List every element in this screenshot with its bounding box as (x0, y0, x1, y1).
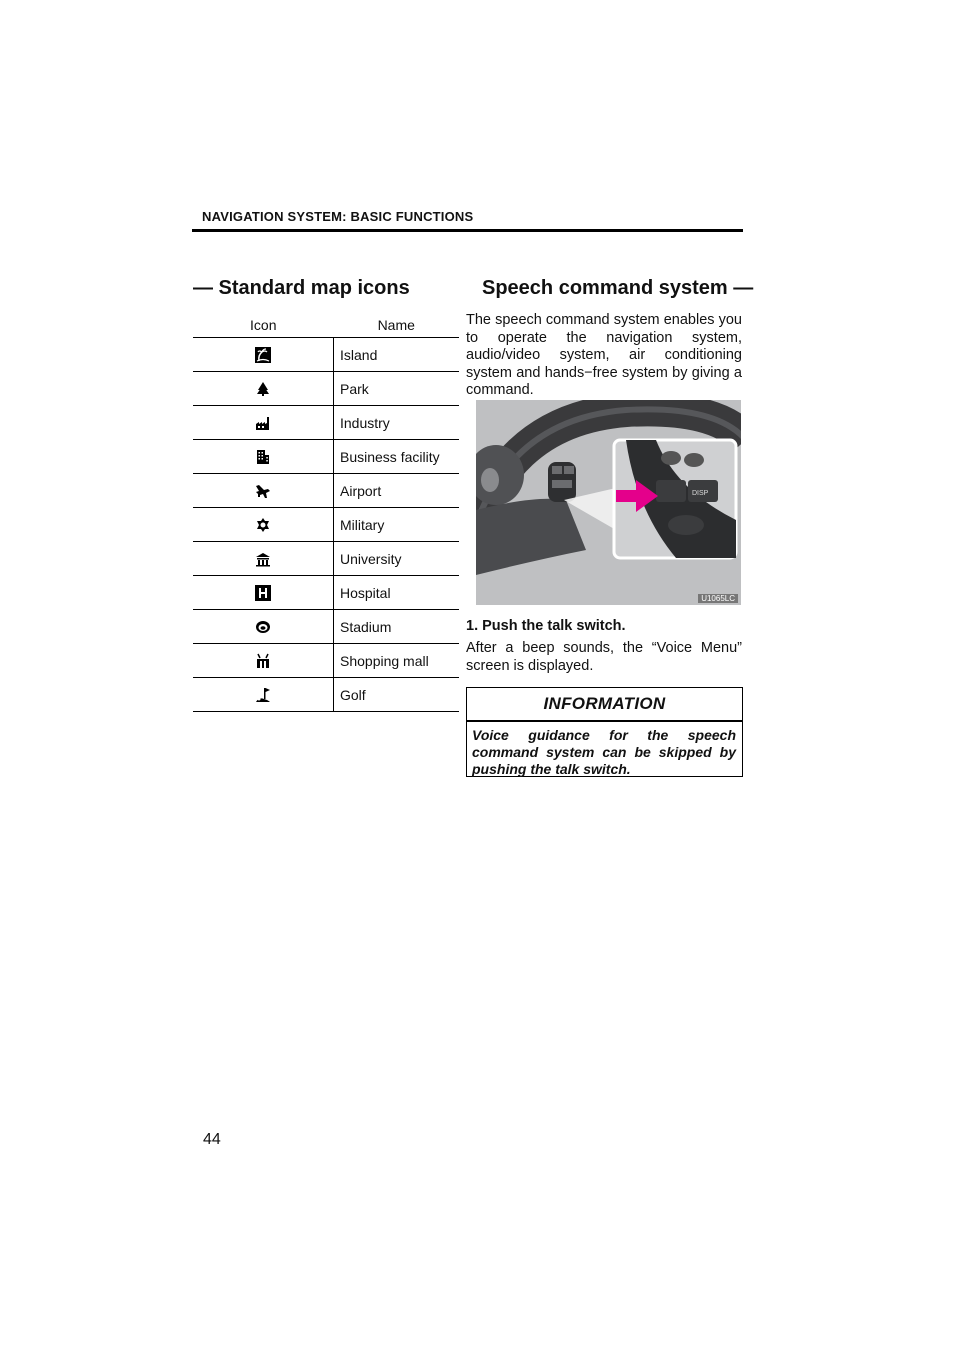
industry-icon (255, 415, 271, 431)
table-cell-icon (193, 508, 334, 542)
table-row (193, 474, 459, 508)
map-icons-table (193, 313, 459, 712)
table-cell-icon (193, 440, 334, 474)
table-cell-name: Park (334, 372, 460, 406)
steering-wheel-photo (476, 400, 741, 605)
island-icon (255, 347, 271, 363)
shopping-mall-icon (255, 653, 271, 669)
section-title-speech-command: Speech command system — (482, 277, 754, 299)
university-icon (255, 551, 271, 567)
table-cell-name: Shopping mall (334, 644, 460, 678)
table-row (193, 610, 459, 644)
table-row (193, 678, 459, 712)
table-cell-name: Military (334, 508, 460, 542)
step-1: 1. Push the talk switch. (466, 618, 626, 634)
military-icon (255, 517, 271, 533)
table-cell-icon (193, 474, 334, 508)
table-row (193, 440, 459, 474)
golf-icon (255, 687, 271, 703)
table-cell-name: Business facility (334, 440, 460, 474)
information-title: INFORMATION (543, 694, 666, 713)
table-cell-icon (193, 542, 334, 576)
stadium-icon (255, 619, 271, 635)
section-title-map-icons: — Standard map icons (193, 277, 410, 299)
table-row (193, 372, 459, 406)
table-cell-icon (193, 644, 334, 678)
image-code: U1065LC (698, 594, 738, 603)
after-paragraph: After a beep sounds, the “Voice Menu” screen is displayed. (466, 640, 742, 674)
table-cell-name: Stadium (334, 610, 460, 644)
table-row (193, 406, 459, 440)
table-row (193, 338, 459, 372)
svg-text:DISP: DISP (692, 490, 709, 497)
airport-icon (255, 483, 271, 499)
table-cell-name: University (334, 542, 460, 576)
table-cell-name: Airport (334, 474, 460, 508)
table-row (193, 644, 459, 678)
information-text: Voice guidance for the speech command system can be skipped by pushing the talk switch. (472, 726, 736, 777)
column-header-icon: Icon (250, 317, 277, 333)
table-row (193, 576, 459, 610)
header-rule (192, 229, 743, 232)
table-row (193, 508, 459, 542)
table-cell-icon (193, 576, 334, 610)
information-box (466, 687, 743, 777)
table-cell-icon (193, 406, 334, 440)
table-cell-name: Hospital (334, 576, 460, 610)
business-facility-icon (255, 449, 271, 465)
page-number: 44 (203, 1131, 221, 1148)
hospital-icon (255, 585, 271, 601)
table-cell-name: Island (334, 338, 460, 372)
table-cell-icon (193, 338, 334, 372)
table-row (193, 542, 459, 576)
table-cell-icon (193, 372, 334, 406)
park-icon (255, 381, 271, 397)
header-title: NAVIGATION SYSTEM: BASIC FUNCTIONS (202, 209, 474, 224)
table-cell-name: Golf (334, 678, 460, 712)
intro-paragraph: The speech command system enables you to operate the navigation system, audio/video system, air conditioning system and hands−free system by giving a command. (466, 312, 742, 398)
table-cell-name: Industry (334, 406, 460, 440)
column-header-name: Name (377, 317, 415, 333)
table-cell-icon (193, 678, 334, 712)
table-cell-icon (193, 610, 334, 644)
